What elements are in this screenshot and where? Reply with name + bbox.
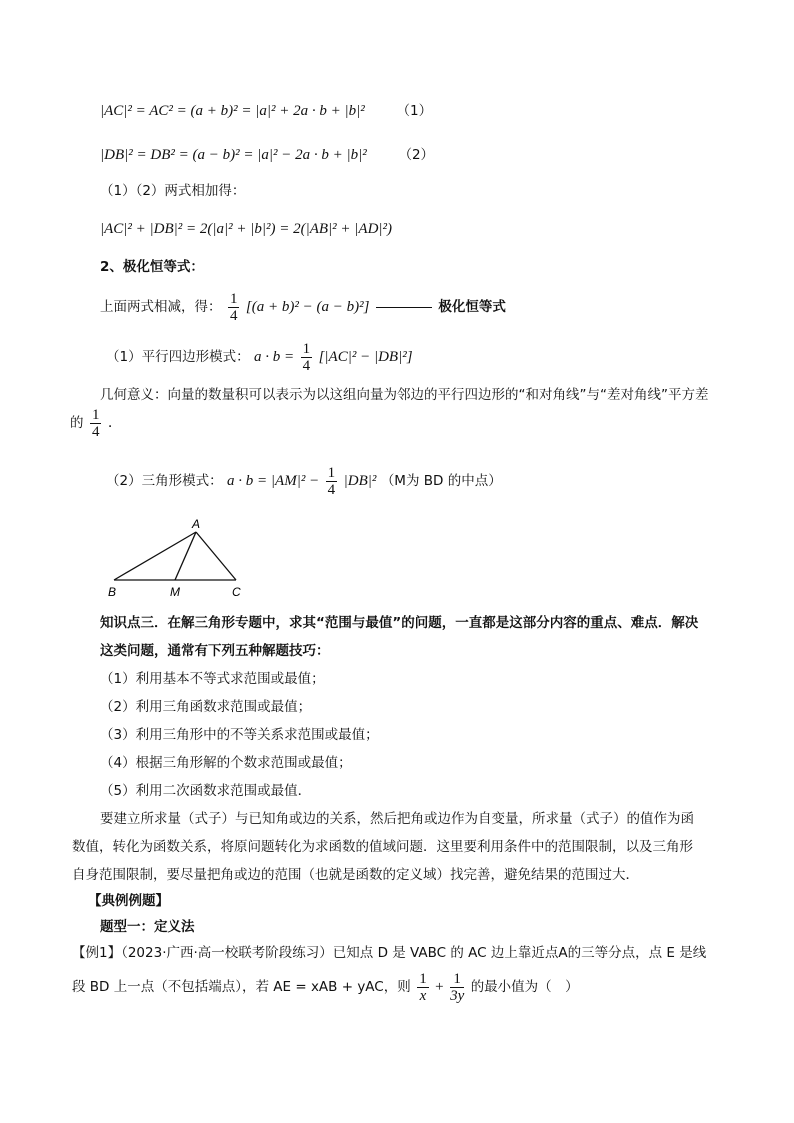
examples-heading: 【典例例题】 [88, 893, 169, 909]
formula-2: |DB|² = DB² = (a − b)² = |a|² − 2a · b + |b|² （2） [100, 147, 435, 163]
mode1-formula-right: [|AC|² − |DB|²] [318, 349, 413, 365]
formula-1: |AC|² = AC² = (a + b)² = |a|² + 2a · b + |b|² （1） [100, 103, 433, 119]
technique-5: （5）利用二次函数求范围或最值． [100, 783, 312, 799]
technique-2: （2）利用三角函数求范围或最值； [100, 699, 312, 715]
geometric-meaning-end: 的 $\frac{1}{4}$ . [70, 406, 113, 440]
polar-heading: 2、极化恒等式： [100, 259, 204, 275]
mode1-formula-left: a · b = [254, 349, 295, 365]
technique-4: （4）根据三角形解的个数求范围或最值； [100, 755, 352, 771]
example1-line2: 段 BD 上一点（不包括端点），若 AE = xAB + yAC，则 $\frac{1}{x}$ + $\frac{1}{3y}$ 的最小值为（ ） [72, 970, 579, 1004]
section3-heading-line2: 这类问题，通常有下列五种解题技巧： [100, 643, 330, 659]
fraction-quarter-3: $\frac{1}{4}$ [91, 406, 100, 440]
example1-condition: 段 BD 上一点（不包括端点），若 AE = xAB + yAC，则 [72, 979, 411, 995]
formula-1-number: （1） [396, 103, 433, 119]
mode1-label: （1）平行四边形模式： [106, 349, 250, 365]
mode2-formula-left: a · b = |AM|² − [227, 473, 320, 489]
polar-intro: 上面两式相减，得： [100, 299, 222, 315]
mode2-note: （M为 BD 的中点） [380, 473, 502, 489]
fraction-quarter-4: $\frac{1}{4}$ [327, 464, 336, 498]
fraction-quarter: $\frac{1}{4}$ [229, 290, 238, 324]
triangle-figure [100, 514, 260, 606]
technique-1: （1）利用基本不等式求范围或最值； [100, 671, 325, 687]
fraction-quarter-2: $\frac{1}{4}$ [302, 340, 311, 374]
mode2-formula-right: |DB|² [343, 473, 377, 489]
polar-expression: [(a + b)² − (a − b)²] [245, 299, 370, 315]
example1-question: 的最小值为（ ） [470, 979, 579, 995]
dash-connector [376, 307, 432, 308]
polar-label: 极化恒等式 [438, 299, 506, 315]
mode2-label: （2）三角形模式： [106, 473, 223, 489]
label-m: M [170, 585, 180, 599]
example1-line1: 【例1】（2023·广西·高一校联考阶段练习）已知点 D 是 VABC 的 AC 边上靠近点A的三等分点，点 E 是线 [72, 945, 707, 961]
technique-3: （3）利用三角形中的不等关系求范围或最值； [100, 727, 379, 743]
label-c: C [232, 585, 241, 599]
type1-heading: 题型一：定义法 [100, 919, 195, 935]
side-ab [114, 532, 196, 580]
formula-2-number: （2） [398, 147, 435, 163]
para-line-2: 数值，转化为函数关系，将原问题转化为求函数的值域问题．这里要利用条件中的范围限制，以及三角形 [72, 839, 693, 855]
para-line-3: 自身范围限制，要尽量把角或边的范围（也就是函数的定义域）找完善，避免结果的范围过大． [72, 867, 639, 883]
para-line-1: 要建立所求量（式子）与已知角或边的关系，然后把角或边作为自变量，所求量（式子）的值作为函 [100, 811, 694, 827]
sum-intro: （1）（2）两式相加得： [100, 183, 246, 199]
triangle-mode [100, 464, 502, 498]
median-am [175, 532, 196, 580]
label-b: B [108, 585, 117, 599]
polar-identity [100, 290, 506, 324]
geometric-meaning: 几何意义：向量的数量积可以表示为以这组向量为邻边的平行四边形的“和对角线”与“差对角线”平方差 [100, 387, 709, 403]
fraction-1-over-x: $\frac{1}{x}$ [419, 970, 427, 1004]
section3-heading-line1: 知识点三．在解三角形专题中，求其“范围与最值”的问题，一直都是这部分内容的重点、难点．解决 [100, 615, 699, 631]
fraction-1-over-3y: $\frac{1}{3y}$ [450, 970, 465, 1004]
side-ac [196, 532, 236, 580]
parallelogram-mode [100, 340, 413, 374]
sum-formula: |AC|² + |DB|² = 2(|a|² + |b|²) = 2(|AB|² + |AD|²) [100, 221, 393, 237]
label-a: A [192, 517, 201, 531]
